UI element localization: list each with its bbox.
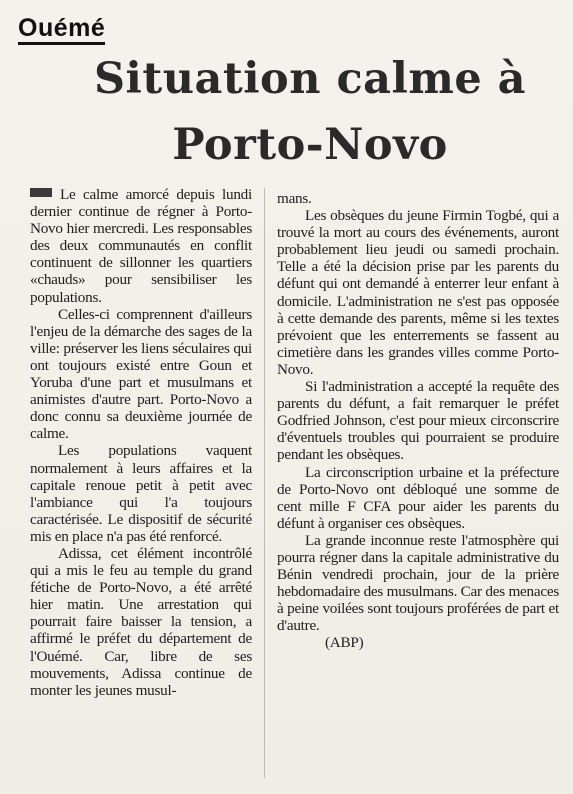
paragraph: [30, 186, 252, 306]
paragraph: Si l'administration a accepté la requête des parents du défunt, a fait remarquer le préfet Godfried Johnson, c'est pour mieux circonscrire d'éventuels troubles qui pourraient se produire pendant les obsèques.: [277, 378, 559, 464]
paragraph: Les populations vaquent normalement à leurs affaires et la capitale renoue petit à petit avec l'ambiance qui l'a toujours caractérisée. Le dispositif de sécurité mis en place n'a pas été renforcé.: [30, 442, 252, 545]
paragraph-marker-icon: [30, 188, 52, 197]
paragraph: mans.: [277, 190, 312, 207]
paragraph: Les obsèques du jeune Firmin Togbé, qui a trouvé la mort au cours des événements, auront probablement lieu jeudi ou samedi prochain. Telle a été la décision prise par les parents du défunt qui ont demandé à enterrer leur enfant à domicile. L'administration ne s'est pas opposée à cette demande des parents, même si les textes prévoient que les enterrements se fassent au cimetière dans les grandes villes comme Porto-Novo.: [277, 207, 559, 378]
section-label: Ouémé: [18, 14, 105, 45]
left-column: [30, 186, 252, 699]
paragraph: La grande inconnue reste l'atmosphère qui pourra régner dans la capitale administrative du Bénin vendredi prochain, jour de la prière hebdomadaire des musulmans. Car des menaces à peine voilées sont toujours proférées de part et d'autre.: [277, 531, 559, 635]
column-divider: [264, 188, 265, 778]
byline-signature: (ABP): [325, 634, 364, 652]
headline-line-1: Situation calme à: [93, 54, 527, 104]
paragraph: Adissa, cet élément incontrôlé qui a mis le feu au temple du grand fétiche de Porto-Novo, a été arrêté hier matin. Une arrestation qui pourrait faire baisser la tension, a affirmé le préfet du département de l'Ouémé. Car, libre de ses mouvements, Adissa continue de monter les jeunes musul-: [30, 544, 252, 699]
right-column: [277, 190, 559, 652]
paragraph: Celles-ci comprennent d'ailleurs l'enjeu de la démarche des sages de la ville: préserver les liens séculaires qui ont toujours existé entre Goun et Yoruba d'une part et musulmans et animistes d'autre part. Porto-Novo a donc connu sa deuxième journée de calme.: [30, 305, 252, 443]
paragraph-text: Le calme amorcé depuis lundi dernier continue de régner à Porto-Novo hier mercredi. Les responsables des deux communautés en conflit continuent de sillonner les quartiers «chauds» pour sensibiliser les populations.: [30, 186, 252, 306]
paragraph: La circonscription urbaine et la préfecture de Porto-Novo ont débloqué une somme de cent mille F CFA pour aider les parents du défunt à organiser ces obsèques.: [277, 463, 559, 532]
headline-line-2: Porto-Novo: [172, 120, 448, 170]
